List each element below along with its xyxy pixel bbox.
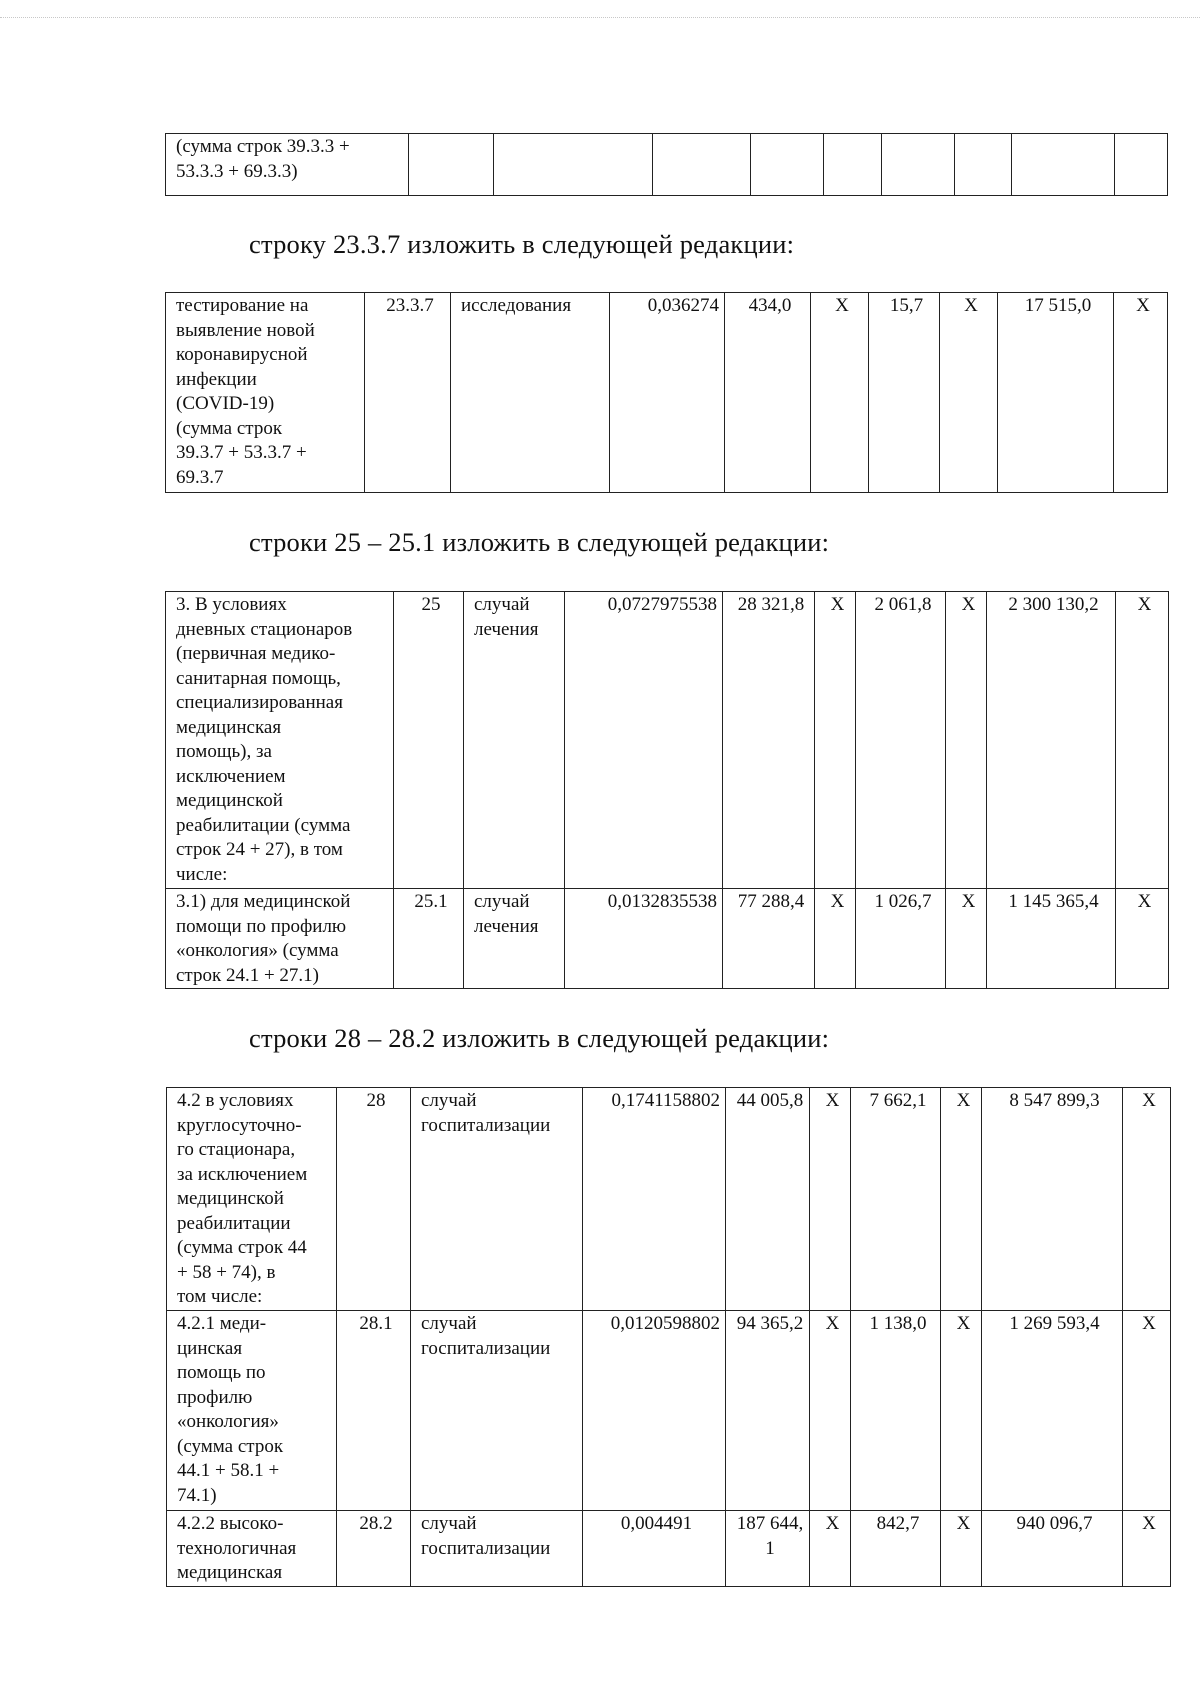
cost-cell: 187 644, 1 xyxy=(726,1511,810,1587)
row-number-cell: 25.1 xyxy=(394,889,464,989)
row-number-cell: 23.3.7 xyxy=(365,293,451,493)
norm-cell: 0,0120598802 xyxy=(583,1311,726,1511)
x-mark-cell: Х xyxy=(941,1511,982,1587)
value-cell: 15,7 xyxy=(869,293,940,493)
cost-cell: 77 288,4 xyxy=(723,889,815,989)
row-number-cell: 28.2 xyxy=(337,1511,411,1587)
unit-cell: случай лечения xyxy=(464,889,565,989)
total-cell: 1 145 365,4 xyxy=(987,889,1116,989)
table-row xyxy=(167,1088,1171,1311)
x-mark-cell: Х xyxy=(941,1088,982,1311)
indicator-name-cell: 3. В условиях дневных стационаров (первичная медико- санитарная помощь, специализированная медицинская помощь), за исключением медицинской реабилитации (сумма строк 24 + 27), в том числе: xyxy=(166,592,394,889)
total-cell: 2 300 130,2 xyxy=(987,592,1116,889)
indicator-name-cell: 4.2.2 высоко- технологичная медицинская xyxy=(167,1511,337,1587)
cost-cell: 94 365,2 xyxy=(726,1311,810,1511)
total-cell: 8 547 899,3 xyxy=(982,1088,1123,1311)
x-mark-cell: Х xyxy=(811,293,869,493)
x-mark-cell: Х xyxy=(940,293,998,493)
table-row xyxy=(166,889,1169,989)
norm-cell xyxy=(653,134,751,196)
x-mark-cell: Х xyxy=(815,889,856,989)
unit-cell: случай госпитализации xyxy=(411,1311,583,1511)
norm-cell: 0,004491 xyxy=(583,1511,726,1587)
heading-rows-28: строки 28 – 28.2 изложить в следующей редакции: xyxy=(249,1023,830,1053)
table-rows-25 xyxy=(165,591,1169,989)
x-mark-cell: Х xyxy=(810,1088,851,1311)
value-cell: 1 026,7 xyxy=(856,889,946,989)
table-row xyxy=(167,1511,1171,1587)
table-row xyxy=(166,134,1168,196)
row-number-cell: 28.1 xyxy=(337,1311,411,1511)
row-number-cell: 25 xyxy=(394,592,464,889)
table-row-23-3-7 xyxy=(165,292,1168,493)
indicator-name-cell: 4.2 в условиях круглосуточно- го стационара, за исключением медицинской реабилитации (сумма строк 44 + 58 + 74), в том числе: xyxy=(167,1088,337,1311)
norm-cell: 0,0727975538 xyxy=(565,592,723,889)
table-sum-row-fragment xyxy=(165,133,1168,196)
x-mark-cell: Х xyxy=(946,889,987,989)
unit-cell xyxy=(494,134,653,196)
cost-cell xyxy=(751,134,824,196)
top-border-line xyxy=(0,17,1200,18)
norm-cell: 0,0132835538 xyxy=(565,889,723,989)
x-mark-cell: Х xyxy=(1116,889,1169,989)
heading-rows-25: строки 25 – 25.1 изложить в следующей редакции: xyxy=(249,527,830,557)
norm-cell: 0,1741158802 xyxy=(583,1088,726,1311)
indicator-name-cell: 4.2.1 меди- цинская помощь по профилю «онкология» (сумма строк 44.1 + 58.1 + 74.1) xyxy=(167,1311,337,1511)
value-cell: 1 138,0 xyxy=(851,1311,941,1511)
indicator-name-cell: тестирование на выявление новой коронавирусной инфекции (COVID-19) (сумма строк 39.3.7 + 53.3.7 + 69.3.7 xyxy=(166,293,365,493)
value-cell xyxy=(882,134,955,196)
x-mark-cell xyxy=(824,134,882,196)
indicator-name-cell: (сумма строк 39.3.3 + 53.3.3 + 69.3.3) xyxy=(166,134,409,196)
total-cell: 940 096,7 xyxy=(982,1511,1123,1587)
x-mark-cell: Х xyxy=(815,592,856,889)
x-mark-cell: Х xyxy=(1123,1088,1171,1311)
row-number-cell xyxy=(409,134,494,196)
table-row xyxy=(166,592,1169,889)
cost-cell: 434,0 xyxy=(725,293,811,493)
row-number-cell: 28 xyxy=(337,1088,411,1311)
unit-cell: случай госпитализации xyxy=(411,1088,583,1311)
total-cell: 1 269 593,4 xyxy=(982,1311,1123,1511)
value-cell: 2 061,8 xyxy=(856,592,946,889)
table-rows-28 xyxy=(166,1087,1171,1587)
unit-cell: случай лечения xyxy=(464,592,565,889)
unit-cell: случай госпитализации xyxy=(411,1511,583,1587)
x-mark-cell: Х xyxy=(810,1511,851,1587)
x-mark-cell: Х xyxy=(1123,1311,1171,1511)
value-cell: 7 662,1 xyxy=(851,1088,941,1311)
x-mark-cell: Х xyxy=(941,1311,982,1511)
total-cell xyxy=(1012,134,1115,196)
cost-cell: 28 321,8 xyxy=(723,592,815,889)
total-cell: 17 515,0 xyxy=(998,293,1114,493)
x-mark-cell: Х xyxy=(1116,592,1169,889)
norm-cell: 0,036274 xyxy=(610,293,725,493)
table-row xyxy=(167,1311,1171,1511)
x-mark-cell: Х xyxy=(810,1311,851,1511)
x-mark-cell: Х xyxy=(1123,1511,1171,1587)
x-mark-cell xyxy=(1115,134,1168,196)
cost-cell: 44 005,8 xyxy=(726,1088,810,1311)
value-cell: 842,7 xyxy=(851,1511,941,1587)
table-row xyxy=(166,293,1168,493)
heading-row-23-3-7: строку 23.3.7 изложить в следующей редакции: xyxy=(249,229,795,259)
x-mark-cell: Х xyxy=(1114,293,1168,493)
indicator-name-cell: 3.1) для медицинской помощи по профилю «онкология» (сумма строк 24.1 + 27.1) xyxy=(166,889,394,989)
unit-cell: исследования xyxy=(451,293,610,493)
x-mark-cell xyxy=(955,134,1012,196)
x-mark-cell: Х xyxy=(946,592,987,889)
